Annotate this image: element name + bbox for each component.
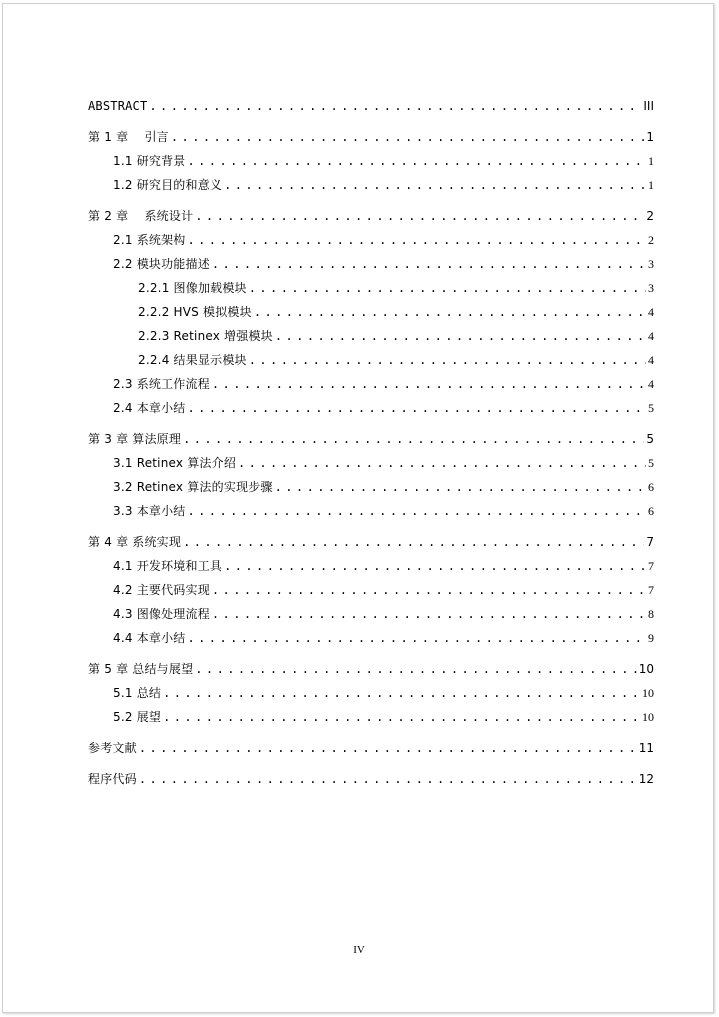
toc-page-number: 5	[648, 456, 654, 470]
toc-entry-4-3	[113, 606, 654, 622]
toc-entry-chapter-2	[88, 208, 654, 224]
toc-title: 第 2 章 系统设计	[88, 209, 194, 223]
toc-title: 4.1 开发环境和工具	[113, 559, 223, 573]
toc-leader-dots	[254, 304, 646, 320]
toc-page-number: 1	[648, 178, 654, 192]
toc-leader-dots	[224, 177, 646, 193]
toc-page-number: III	[643, 99, 654, 113]
toc-leader-dots	[188, 630, 647, 646]
toc-leader-dots	[139, 771, 637, 787]
toc-entry-5-2	[113, 709, 654, 725]
toc-page-number: 7	[648, 583, 654, 597]
toc-entry-4-2	[113, 582, 654, 598]
toc-title: 2.4 本章小结	[113, 401, 186, 415]
toc-entry-program-code	[88, 771, 654, 787]
toc-entry-2-2-3	[138, 328, 654, 344]
toc-title: 4.4 本章小结	[113, 631, 186, 645]
toc-page-number: 10	[642, 710, 654, 724]
toc-entry-5-1	[113, 685, 654, 701]
toc-leader-dots	[195, 208, 644, 224]
toc-leader-dots	[249, 280, 646, 296]
toc-page-number: 5	[648, 401, 654, 415]
toc-entry-3-2	[113, 479, 654, 495]
toc-page-number: 5	[646, 432, 654, 446]
toc-page-number: 4	[648, 329, 654, 343]
toc-entry-chapter-3	[88, 431, 654, 447]
toc-page-number: 4	[648, 377, 654, 391]
toc-title: 3.2 Retinex 算法的实现步骤	[113, 480, 273, 494]
toc-page-number: 7	[648, 559, 654, 573]
toc-leader-dots	[195, 661, 636, 677]
toc-title: 程序代码	[88, 772, 137, 786]
toc-entry-chapter-4	[88, 534, 654, 550]
toc-leader-dots	[212, 256, 646, 272]
toc-title: ABSTRACT	[88, 99, 148, 113]
toc-entry-3-1	[113, 455, 654, 471]
toc-title: 2.2.2 HVS 模拟模块	[138, 305, 252, 319]
toc-entry-4-1	[113, 558, 654, 574]
toc-leader-dots	[163, 685, 640, 701]
toc-entry-3-3	[113, 503, 654, 519]
toc-page-number: 2	[646, 209, 654, 223]
toc-leader-dots	[224, 558, 646, 574]
toc-entry-2-2-4	[138, 352, 654, 368]
toc-title: 3.3 本章小结	[113, 504, 186, 518]
toc-title: 参考文献	[88, 741, 137, 755]
toc-leader-dots	[212, 376, 646, 392]
toc-page-number: 7	[646, 535, 654, 549]
toc-page-number: 1	[648, 154, 654, 168]
toc-leader-dots	[275, 479, 646, 495]
toc-leader-dots	[149, 98, 641, 114]
toc-title: 1.1 研究背景	[113, 154, 186, 168]
toc-title: 2.2.3 Retinex 增强模块	[138, 329, 273, 343]
toc-page-number: 2	[648, 233, 654, 247]
toc-page-number: 12	[638, 772, 654, 786]
toc-title: 第 4 章 系统实现	[88, 535, 182, 549]
toc-leader-dots	[188, 232, 647, 248]
toc-title: 4.2 主要代码实现	[113, 583, 210, 597]
toc-leader-dots	[183, 534, 644, 550]
toc-entry-2-3	[113, 376, 654, 392]
document-page	[2, 3, 714, 1013]
toc-page-number: 3	[648, 281, 654, 295]
toc-leader-dots	[249, 352, 646, 368]
toc-title: 2.2.1 图像加载模块	[138, 281, 247, 295]
toc-page-number: 10	[638, 662, 654, 676]
toc-title: 2.3 系统工作流程	[113, 377, 210, 391]
toc-title: 2.1 系统架构	[113, 233, 186, 247]
toc-page-number: 11	[638, 741, 654, 755]
toc-leader-dots	[212, 582, 646, 598]
toc-entry-chapter-5	[88, 661, 654, 677]
toc-page-number: 6	[648, 504, 654, 518]
toc-entry-1-2	[113, 177, 654, 193]
toc-title: 2.2 模块功能描述	[113, 257, 210, 271]
toc-leader-dots	[188, 400, 647, 416]
toc-title: 2.2.4 结果显示模块	[138, 353, 247, 367]
toc-leader-dots	[171, 129, 644, 145]
toc-title: 第 3 章 算法原理	[88, 432, 182, 446]
toc-title: 第 1 章 引言	[88, 130, 169, 144]
toc-title: 4.3 图像处理流程	[113, 607, 210, 621]
toc-entry-chapter-1	[88, 129, 654, 145]
toc-page-number: 9	[648, 631, 654, 645]
toc-entry-4-4	[113, 630, 654, 646]
toc-page-number: 4	[648, 353, 654, 367]
toc-title: 5.2 展望	[113, 710, 162, 724]
toc-leader-dots	[183, 431, 644, 447]
toc-leader-dots	[188, 153, 647, 169]
page-footer-number: IV	[353, 944, 365, 956]
toc-entry-references	[88, 740, 654, 756]
toc-leader-dots	[275, 328, 646, 344]
toc-title: 第 5 章 总结与展望	[88, 662, 194, 676]
toc-leader-dots	[212, 606, 646, 622]
toc-page-number: 8	[648, 607, 654, 621]
toc-entry-2-2	[113, 256, 654, 272]
toc-entry-abstract	[88, 98, 654, 114]
toc-entry-2-2-1	[138, 280, 654, 296]
toc-page-number: 1	[646, 130, 654, 144]
toc-leader-dots	[188, 503, 647, 519]
toc-title: 3.1 Retinex 算法介绍	[113, 456, 237, 470]
toc-entry-2-2-2	[138, 304, 654, 320]
toc-leader-dots	[238, 455, 646, 471]
toc-title: 5.1 总结	[113, 686, 162, 700]
toc-leader-dots	[139, 740, 637, 756]
toc-page-number: 4	[648, 305, 654, 319]
toc-page-number: 3	[648, 257, 654, 271]
toc-title: 1.2 研究目的和意义	[113, 178, 223, 192]
toc-page-number: 6	[648, 480, 654, 494]
toc-entry-1-1	[113, 153, 654, 169]
toc-entry-2-1	[113, 232, 654, 248]
toc-page-number: 10	[642, 686, 654, 700]
toc-entry-2-4	[113, 400, 654, 416]
toc-leader-dots	[163, 709, 640, 725]
